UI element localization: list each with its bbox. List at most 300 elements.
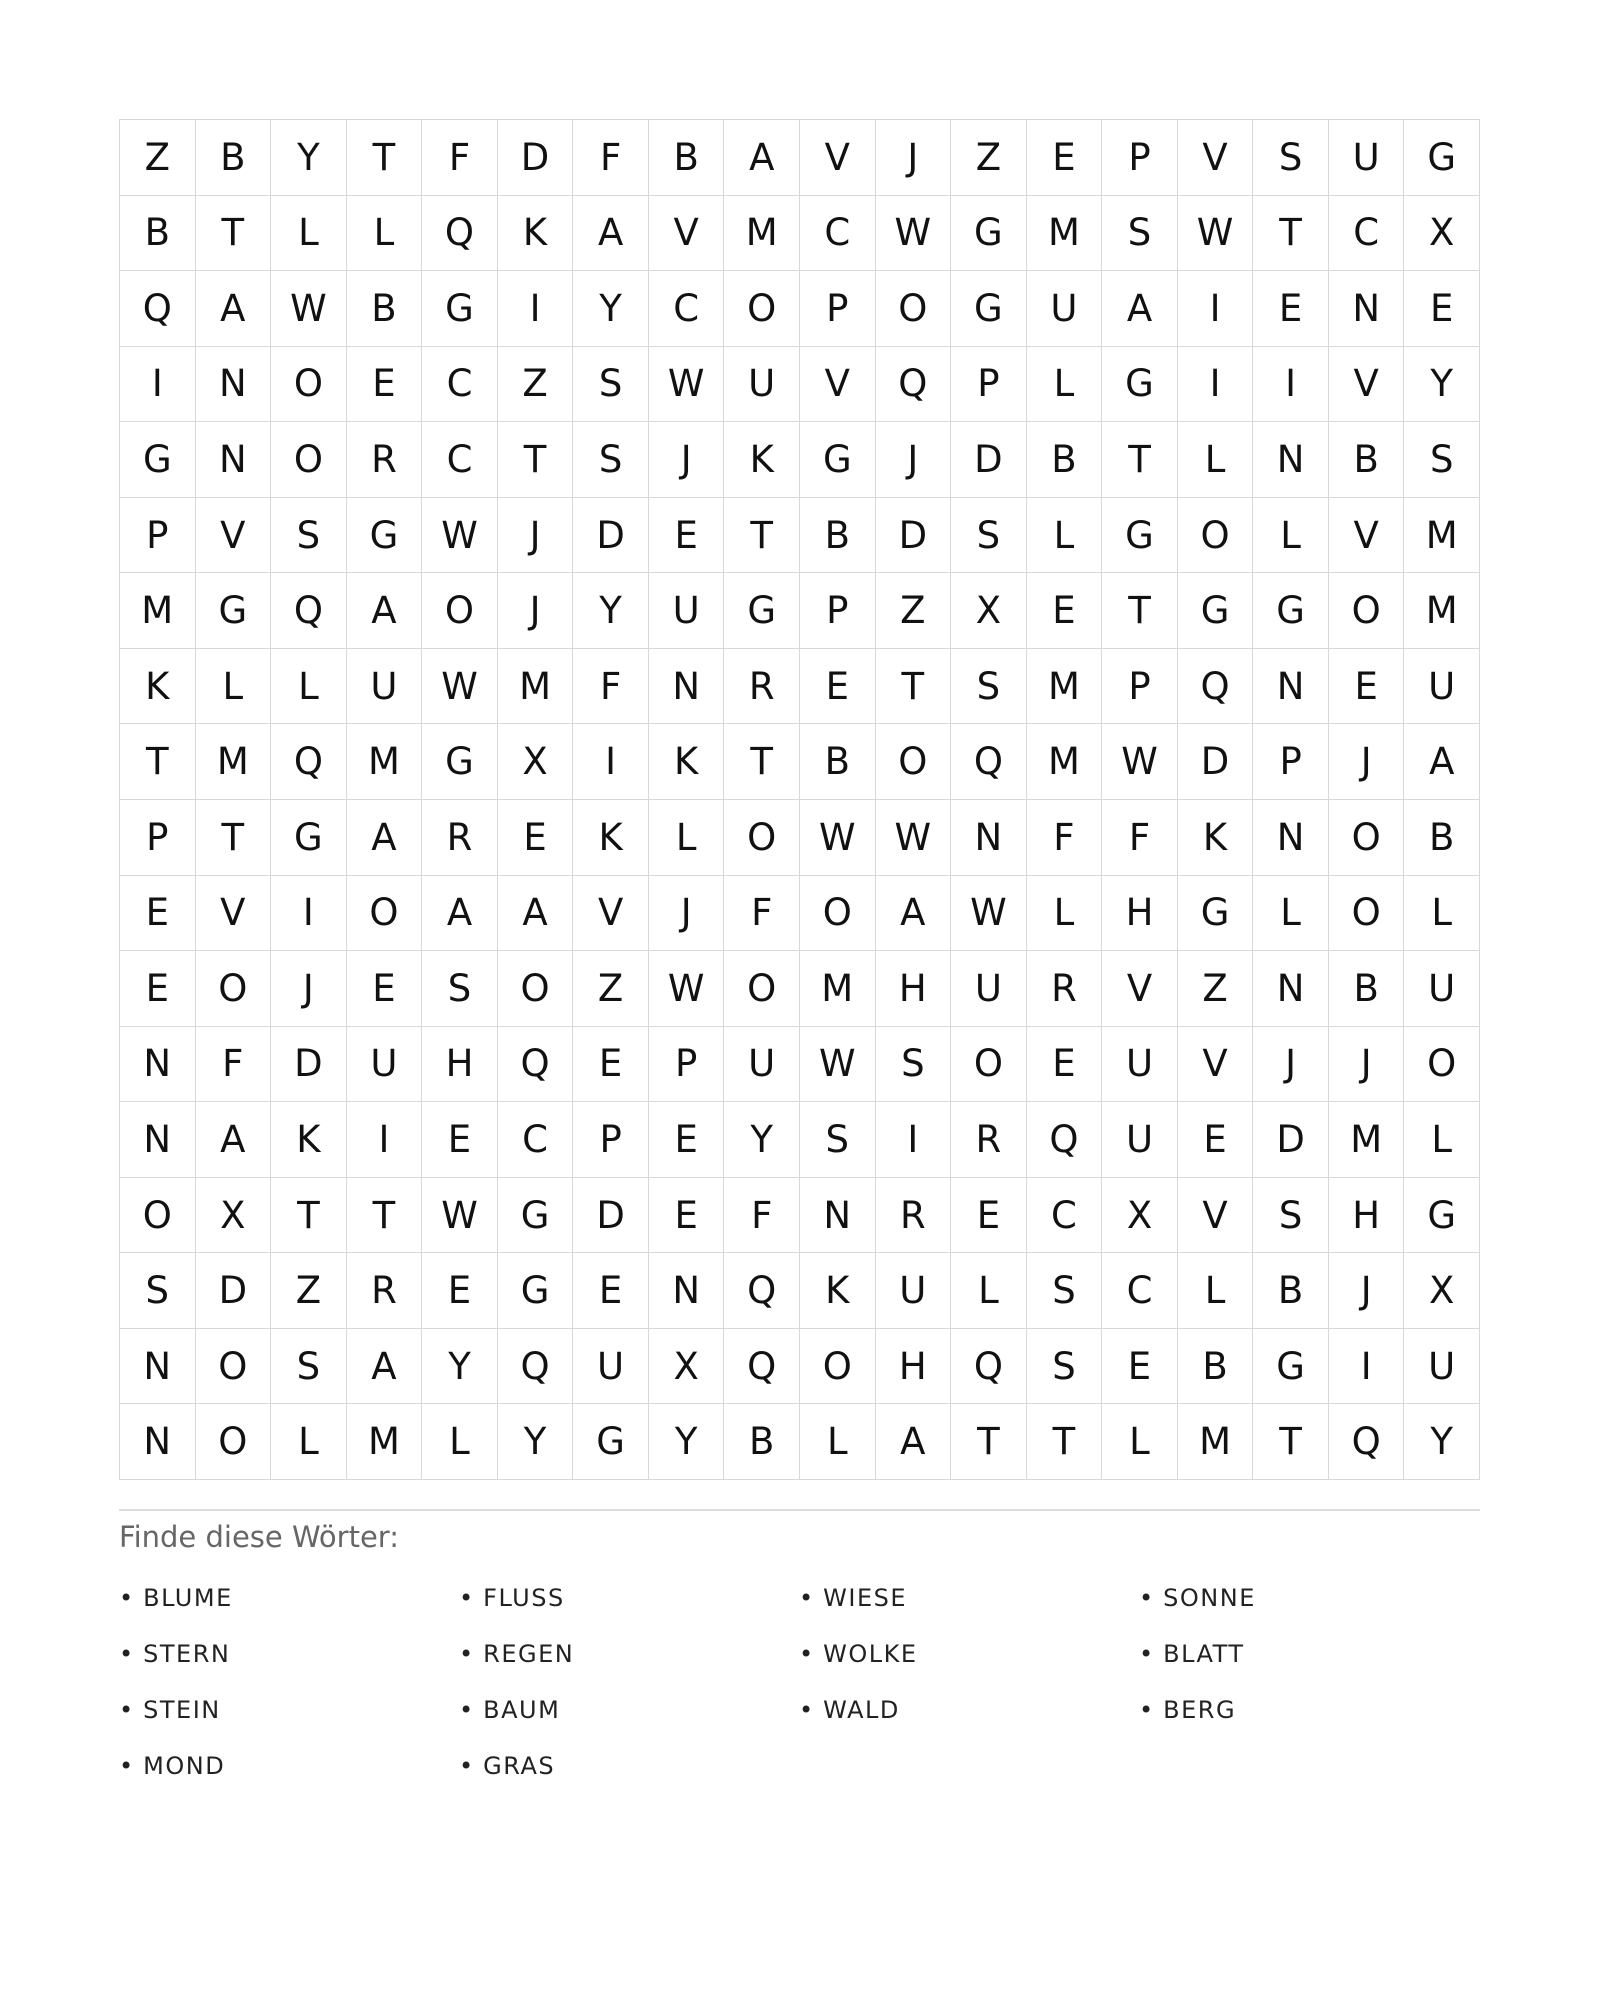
grid-cell[interactable]: Z: [876, 573, 952, 649]
grid-cell[interactable]: E: [1102, 1329, 1178, 1405]
grid-cell[interactable]: W: [1178, 196, 1254, 272]
grid-cell[interactable]: L: [271, 196, 347, 272]
grid-cell[interactable]: R: [876, 1178, 952, 1254]
grid-cell[interactable]: S: [120, 1253, 196, 1329]
grid-cell[interactable]: N: [120, 1102, 196, 1178]
grid-cell[interactable]: I: [1253, 347, 1329, 423]
grid-cell[interactable]: I: [1178, 271, 1254, 347]
grid-cell[interactable]: Y: [1404, 1404, 1480, 1480]
grid-cell[interactable]: O: [196, 951, 272, 1027]
grid-cell[interactable]: C: [498, 1102, 574, 1178]
grid-cell[interactable]: S: [1027, 1329, 1103, 1405]
grid-cell[interactable]: C: [649, 271, 725, 347]
grid-cell[interactable]: T: [1027, 1404, 1103, 1480]
grid-cell[interactable]: X: [649, 1329, 725, 1405]
grid-cell[interactable]: W: [422, 498, 498, 574]
grid-cell[interactable]: O: [271, 347, 347, 423]
grid-cell[interactable]: J: [498, 498, 574, 574]
grid-cell[interactable]: J: [876, 120, 952, 196]
grid-cell[interactable]: R: [951, 1102, 1027, 1178]
grid-cell[interactable]: T: [876, 649, 952, 725]
grid-cell[interactable]: S: [951, 498, 1027, 574]
grid-cell[interactable]: L: [1027, 498, 1103, 574]
grid-cell[interactable]: X: [196, 1178, 272, 1254]
grid-cell[interactable]: V: [1178, 1027, 1254, 1103]
grid-cell[interactable]: I: [573, 724, 649, 800]
grid-cell[interactable]: B: [649, 120, 725, 196]
grid-cell[interactable]: G: [573, 1404, 649, 1480]
grid-cell[interactable]: P: [1102, 120, 1178, 196]
grid-cell[interactable]: E: [347, 347, 423, 423]
grid-cell[interactable]: M: [1027, 196, 1103, 272]
grid-cell[interactable]: B: [347, 271, 423, 347]
grid-cell[interactable]: A: [347, 800, 423, 876]
grid-cell[interactable]: M: [1027, 724, 1103, 800]
grid-cell[interactable]: C: [1027, 1178, 1103, 1254]
grid-cell[interactable]: S: [271, 498, 347, 574]
grid-cell[interactable]: K: [1178, 800, 1254, 876]
grid-cell[interactable]: M: [800, 951, 876, 1027]
grid-cell[interactable]: P: [1253, 724, 1329, 800]
grid-cell[interactable]: B: [1329, 422, 1405, 498]
grid-cell[interactable]: S: [1253, 1178, 1329, 1254]
grid-cell[interactable]: G: [498, 1253, 574, 1329]
grid-cell[interactable]: V: [1178, 120, 1254, 196]
grid-cell[interactable]: H: [1329, 1178, 1405, 1254]
grid-cell[interactable]: O: [1178, 498, 1254, 574]
grid-cell[interactable]: P: [649, 1027, 725, 1103]
grid-cell[interactable]: A: [347, 573, 423, 649]
grid-cell[interactable]: G: [1178, 876, 1254, 952]
grid-cell[interactable]: G: [422, 271, 498, 347]
grid-cell[interactable]: P: [120, 800, 196, 876]
grid-cell[interactable]: J: [271, 951, 347, 1027]
grid-cell[interactable]: U: [724, 1027, 800, 1103]
grid-cell[interactable]: E: [1329, 649, 1405, 725]
grid-cell[interactable]: X: [1102, 1178, 1178, 1254]
grid-cell[interactable]: A: [498, 876, 574, 952]
grid-cell[interactable]: Y: [573, 271, 649, 347]
grid-cell[interactable]: N: [1329, 271, 1405, 347]
grid-cell[interactable]: X: [1404, 1253, 1480, 1329]
grid-cell[interactable]: A: [196, 271, 272, 347]
grid-cell[interactable]: O: [951, 1027, 1027, 1103]
grid-cell[interactable]: A: [422, 876, 498, 952]
grid-cell[interactable]: C: [1102, 1253, 1178, 1329]
grid-cell[interactable]: F: [422, 120, 498, 196]
grid-cell[interactable]: Q: [876, 347, 952, 423]
grid-cell[interactable]: O: [271, 422, 347, 498]
grid-cell[interactable]: V: [649, 196, 725, 272]
grid-cell[interactable]: T: [498, 422, 574, 498]
grid-cell[interactable]: V: [1178, 1178, 1254, 1254]
grid-cell[interactable]: E: [498, 800, 574, 876]
grid-cell[interactable]: Q: [422, 196, 498, 272]
grid-cell[interactable]: I: [1329, 1329, 1405, 1405]
grid-cell[interactable]: T: [347, 120, 423, 196]
grid-cell[interactable]: O: [1329, 800, 1405, 876]
grid-cell[interactable]: J: [649, 422, 725, 498]
grid-cell[interactable]: M: [724, 196, 800, 272]
grid-cell[interactable]: E: [649, 498, 725, 574]
grid-cell[interactable]: N: [120, 1329, 196, 1405]
grid-cell[interactable]: F: [196, 1027, 272, 1103]
grid-cell[interactable]: G: [1102, 498, 1178, 574]
grid-cell[interactable]: E: [649, 1102, 725, 1178]
grid-cell[interactable]: A: [1102, 271, 1178, 347]
grid-cell[interactable]: K: [271, 1102, 347, 1178]
grid-cell[interactable]: F: [573, 649, 649, 725]
grid-cell[interactable]: G: [120, 422, 196, 498]
grid-cell[interactable]: M: [498, 649, 574, 725]
grid-cell[interactable]: E: [649, 1178, 725, 1254]
grid-cell[interactable]: N: [800, 1178, 876, 1254]
grid-cell[interactable]: O: [876, 271, 952, 347]
grid-cell[interactable]: W: [422, 1178, 498, 1254]
grid-cell[interactable]: U: [649, 573, 725, 649]
grid-cell[interactable]: O: [1329, 573, 1405, 649]
grid-cell[interactable]: D: [573, 498, 649, 574]
grid-cell[interactable]: Q: [271, 724, 347, 800]
grid-cell[interactable]: F: [573, 120, 649, 196]
grid-cell[interactable]: Z: [573, 951, 649, 1027]
grid-cell[interactable]: K: [120, 649, 196, 725]
grid-cell[interactable]: S: [800, 1102, 876, 1178]
grid-cell[interactable]: E: [422, 1253, 498, 1329]
grid-cell[interactable]: J: [649, 876, 725, 952]
grid-cell[interactable]: E: [1027, 1027, 1103, 1103]
grid-cell[interactable]: Q: [724, 1253, 800, 1329]
grid-cell[interactable]: Y: [1404, 347, 1480, 423]
grid-cell[interactable]: G: [347, 498, 423, 574]
grid-cell[interactable]: S: [271, 1329, 347, 1405]
grid-cell[interactable]: U: [1404, 1329, 1480, 1405]
grid-cell[interactable]: T: [1102, 422, 1178, 498]
grid-cell[interactable]: S: [876, 1027, 952, 1103]
grid-cell[interactable]: E: [347, 951, 423, 1027]
grid-cell[interactable]: S: [1102, 196, 1178, 272]
grid-cell[interactable]: Q: [724, 1329, 800, 1405]
grid-cell[interactable]: T: [1102, 573, 1178, 649]
grid-cell[interactable]: C: [422, 347, 498, 423]
grid-cell[interactable]: V: [196, 876, 272, 952]
grid-cell[interactable]: T: [724, 724, 800, 800]
grid-cell[interactable]: B: [196, 120, 272, 196]
grid-cell[interactable]: B: [1329, 951, 1405, 1027]
grid-cell[interactable]: A: [724, 120, 800, 196]
grid-cell[interactable]: L: [1253, 876, 1329, 952]
grid-cell[interactable]: P: [1102, 649, 1178, 725]
grid-cell[interactable]: Z: [271, 1253, 347, 1329]
grid-cell[interactable]: S: [951, 649, 1027, 725]
grid-cell[interactable]: W: [876, 800, 952, 876]
grid-cell[interactable]: J: [1329, 1027, 1405, 1103]
grid-cell[interactable]: Z: [498, 347, 574, 423]
grid-cell[interactable]: O: [498, 951, 574, 1027]
grid-cell[interactable]: K: [649, 724, 725, 800]
grid-cell[interactable]: Z: [120, 120, 196, 196]
grid-cell[interactable]: V: [1329, 498, 1405, 574]
grid-cell[interactable]: K: [724, 422, 800, 498]
grid-cell[interactable]: Q: [120, 271, 196, 347]
grid-cell[interactable]: A: [876, 876, 952, 952]
grid-cell[interactable]: T: [724, 498, 800, 574]
grid-cell[interactable]: Q: [1178, 649, 1254, 725]
grid-cell[interactable]: S: [1404, 422, 1480, 498]
grid-cell[interactable]: E: [1027, 573, 1103, 649]
grid-cell[interactable]: I: [347, 1102, 423, 1178]
grid-cell[interactable]: S: [573, 347, 649, 423]
grid-cell[interactable]: T: [120, 724, 196, 800]
grid-cell[interactable]: Q: [498, 1329, 574, 1405]
grid-cell[interactable]: Y: [422, 1329, 498, 1405]
grid-cell[interactable]: Z: [951, 120, 1027, 196]
grid-cell[interactable]: D: [573, 1178, 649, 1254]
grid-cell[interactable]: B: [1404, 800, 1480, 876]
grid-cell[interactable]: A: [573, 196, 649, 272]
grid-cell[interactable]: O: [876, 724, 952, 800]
grid-cell[interactable]: I: [271, 876, 347, 952]
grid-cell[interactable]: E: [573, 1253, 649, 1329]
grid-cell[interactable]: Q: [1329, 1404, 1405, 1480]
grid-cell[interactable]: G: [498, 1178, 574, 1254]
grid-cell[interactable]: W: [649, 951, 725, 1027]
grid-cell[interactable]: B: [1027, 422, 1103, 498]
grid-cell[interactable]: F: [724, 1178, 800, 1254]
grid-cell[interactable]: U: [347, 1027, 423, 1103]
grid-cell[interactable]: G: [1102, 347, 1178, 423]
grid-cell[interactable]: A: [196, 1102, 272, 1178]
grid-cell[interactable]: U: [1404, 649, 1480, 725]
grid-cell[interactable]: G: [196, 573, 272, 649]
grid-cell[interactable]: K: [498, 196, 574, 272]
grid-cell[interactable]: B: [1178, 1329, 1254, 1405]
grid-cell[interactable]: J: [876, 422, 952, 498]
grid-cell[interactable]: P: [120, 498, 196, 574]
grid-cell[interactable]: Z: [1178, 951, 1254, 1027]
grid-cell[interactable]: R: [347, 1253, 423, 1329]
grid-cell[interactable]: D: [1178, 724, 1254, 800]
grid-cell[interactable]: B: [724, 1404, 800, 1480]
grid-cell[interactable]: M: [1404, 573, 1480, 649]
grid-cell[interactable]: W: [800, 800, 876, 876]
grid-cell[interactable]: R: [1027, 951, 1103, 1027]
grid-cell[interactable]: E: [1253, 271, 1329, 347]
grid-cell[interactable]: V: [1329, 347, 1405, 423]
grid-cell[interactable]: S: [422, 951, 498, 1027]
grid-cell[interactable]: V: [800, 120, 876, 196]
grid-cell[interactable]: Y: [271, 120, 347, 196]
grid-cell[interactable]: L: [1404, 1102, 1480, 1178]
grid-cell[interactable]: Q: [498, 1027, 574, 1103]
grid-cell[interactable]: E: [573, 1027, 649, 1103]
grid-cell[interactable]: K: [800, 1253, 876, 1329]
grid-cell[interactable]: L: [1102, 1404, 1178, 1480]
grid-cell[interactable]: R: [422, 800, 498, 876]
grid-cell[interactable]: J: [1329, 1253, 1405, 1329]
grid-cell[interactable]: U: [1404, 951, 1480, 1027]
grid-cell[interactable]: K: [573, 800, 649, 876]
grid-cell[interactable]: G: [1404, 120, 1480, 196]
grid-cell[interactable]: P: [800, 271, 876, 347]
grid-cell[interactable]: E: [1178, 1102, 1254, 1178]
grid-cell[interactable]: V: [800, 347, 876, 423]
grid-cell[interactable]: E: [800, 649, 876, 725]
grid-cell[interactable]: S: [573, 422, 649, 498]
grid-cell[interactable]: M: [1027, 649, 1103, 725]
grid-cell[interactable]: G: [951, 196, 1027, 272]
grid-cell[interactable]: N: [951, 800, 1027, 876]
grid-cell[interactable]: L: [1027, 876, 1103, 952]
grid-cell[interactable]: L: [422, 1404, 498, 1480]
grid-cell[interactable]: B: [1253, 1253, 1329, 1329]
grid-cell[interactable]: O: [120, 1178, 196, 1254]
grid-cell[interactable]: S: [1253, 120, 1329, 196]
grid-cell[interactable]: O: [347, 876, 423, 952]
grid-cell[interactable]: F: [1102, 800, 1178, 876]
grid-cell[interactable]: N: [649, 1253, 725, 1329]
grid-cell[interactable]: T: [951, 1404, 1027, 1480]
grid-cell[interactable]: M: [1329, 1102, 1405, 1178]
grid-cell[interactable]: Y: [724, 1102, 800, 1178]
grid-cell[interactable]: O: [800, 876, 876, 952]
grid-cell[interactable]: U: [1329, 120, 1405, 196]
grid-cell[interactable]: Y: [498, 1404, 574, 1480]
grid-cell[interactable]: G: [422, 724, 498, 800]
grid-cell[interactable]: M: [1404, 498, 1480, 574]
grid-cell[interactable]: E: [951, 1178, 1027, 1254]
grid-cell[interactable]: N: [120, 1404, 196, 1480]
grid-cell[interactable]: C: [1329, 196, 1405, 272]
grid-cell[interactable]: G: [1178, 573, 1254, 649]
grid-cell[interactable]: O: [1404, 1027, 1480, 1103]
grid-cell[interactable]: U: [724, 347, 800, 423]
grid-cell[interactable]: E: [1404, 271, 1480, 347]
grid-cell[interactable]: O: [196, 1404, 272, 1480]
grid-cell[interactable]: I: [876, 1102, 952, 1178]
grid-cell[interactable]: L: [1253, 498, 1329, 574]
grid-cell[interactable]: F: [724, 876, 800, 952]
grid-cell[interactable]: P: [800, 573, 876, 649]
grid-cell[interactable]: O: [196, 1329, 272, 1405]
grid-cell[interactable]: C: [800, 196, 876, 272]
grid-cell[interactable]: A: [347, 1329, 423, 1405]
grid-cell[interactable]: A: [1404, 724, 1480, 800]
grid-cell[interactable]: B: [120, 196, 196, 272]
grid-cell[interactable]: T: [347, 1178, 423, 1254]
grid-cell[interactable]: T: [1253, 196, 1329, 272]
grid-cell[interactable]: L: [951, 1253, 1027, 1329]
grid-cell[interactable]: J: [1329, 724, 1405, 800]
grid-cell[interactable]: M: [347, 1404, 423, 1480]
grid-cell[interactable]: U: [876, 1253, 952, 1329]
grid-cell[interactable]: S: [1027, 1253, 1103, 1329]
grid-cell[interactable]: W: [422, 649, 498, 725]
grid-cell[interactable]: X: [1404, 196, 1480, 272]
grid-cell[interactable]: Y: [573, 573, 649, 649]
grid-cell[interactable]: A: [876, 1404, 952, 1480]
grid-cell[interactable]: E: [120, 951, 196, 1027]
grid-cell[interactable]: L: [1404, 876, 1480, 952]
grid-cell[interactable]: Q: [951, 724, 1027, 800]
grid-cell[interactable]: W: [951, 876, 1027, 952]
grid-cell[interactable]: B: [800, 724, 876, 800]
grid-cell[interactable]: N: [120, 1027, 196, 1103]
grid-cell[interactable]: D: [1253, 1102, 1329, 1178]
grid-cell[interactable]: L: [800, 1404, 876, 1480]
grid-cell[interactable]: I: [498, 271, 574, 347]
grid-cell[interactable]: G: [951, 271, 1027, 347]
grid-cell[interactable]: E: [1027, 120, 1103, 196]
grid-cell[interactable]: U: [951, 951, 1027, 1027]
grid-cell[interactable]: J: [1253, 1027, 1329, 1103]
grid-cell[interactable]: G: [1253, 1329, 1329, 1405]
grid-cell[interactable]: W: [271, 271, 347, 347]
grid-cell[interactable]: L: [649, 800, 725, 876]
grid-cell[interactable]: G: [800, 422, 876, 498]
grid-cell[interactable]: E: [422, 1102, 498, 1178]
grid-cell[interactable]: N: [1253, 649, 1329, 725]
grid-cell[interactable]: U: [1027, 271, 1103, 347]
grid-cell[interactable]: H: [876, 951, 952, 1027]
grid-cell[interactable]: L: [271, 1404, 347, 1480]
grid-cell[interactable]: G: [724, 573, 800, 649]
grid-cell[interactable]: D: [498, 120, 574, 196]
grid-cell[interactable]: I: [1178, 347, 1254, 423]
grid-cell[interactable]: G: [1404, 1178, 1480, 1254]
grid-cell[interactable]: U: [347, 649, 423, 725]
grid-cell[interactable]: W: [876, 196, 952, 272]
grid-cell[interactable]: B: [800, 498, 876, 574]
grid-cell[interactable]: D: [271, 1027, 347, 1103]
grid-cell[interactable]: N: [196, 422, 272, 498]
grid-cell[interactable]: N: [649, 649, 725, 725]
grid-cell[interactable]: V: [196, 498, 272, 574]
grid-cell[interactable]: W: [649, 347, 725, 423]
grid-cell[interactable]: V: [573, 876, 649, 952]
grid-cell[interactable]: H: [1102, 876, 1178, 952]
grid-cell[interactable]: X: [498, 724, 574, 800]
grid-cell[interactable]: T: [196, 196, 272, 272]
grid-cell[interactable]: D: [876, 498, 952, 574]
grid-cell[interactable]: G: [271, 800, 347, 876]
grid-cell[interactable]: P: [951, 347, 1027, 423]
grid-cell[interactable]: U: [1102, 1102, 1178, 1178]
grid-cell[interactable]: R: [724, 649, 800, 725]
grid-cell[interactable]: D: [196, 1253, 272, 1329]
grid-cell[interactable]: J: [498, 573, 574, 649]
grid-cell[interactable]: U: [573, 1329, 649, 1405]
grid-cell[interactable]: L: [196, 649, 272, 725]
grid-cell[interactable]: N: [1253, 800, 1329, 876]
grid-cell[interactable]: M: [196, 724, 272, 800]
grid-cell[interactable]: O: [1329, 876, 1405, 952]
grid-cell[interactable]: M: [1178, 1404, 1254, 1480]
grid-cell[interactable]: V: [1102, 951, 1178, 1027]
grid-cell[interactable]: W: [1102, 724, 1178, 800]
grid-cell[interactable]: O: [422, 573, 498, 649]
grid-cell[interactable]: L: [1178, 1253, 1254, 1329]
grid-cell[interactable]: T: [1253, 1404, 1329, 1480]
grid-cell[interactable]: O: [800, 1329, 876, 1405]
grid-cell[interactable]: T: [271, 1178, 347, 1254]
grid-cell[interactable]: N: [1253, 422, 1329, 498]
grid-cell[interactable]: L: [1178, 422, 1254, 498]
grid-cell[interactable]: X: [951, 573, 1027, 649]
grid-cell[interactable]: L: [347, 196, 423, 272]
grid-cell[interactable]: F: [1027, 800, 1103, 876]
grid-cell[interactable]: C: [422, 422, 498, 498]
